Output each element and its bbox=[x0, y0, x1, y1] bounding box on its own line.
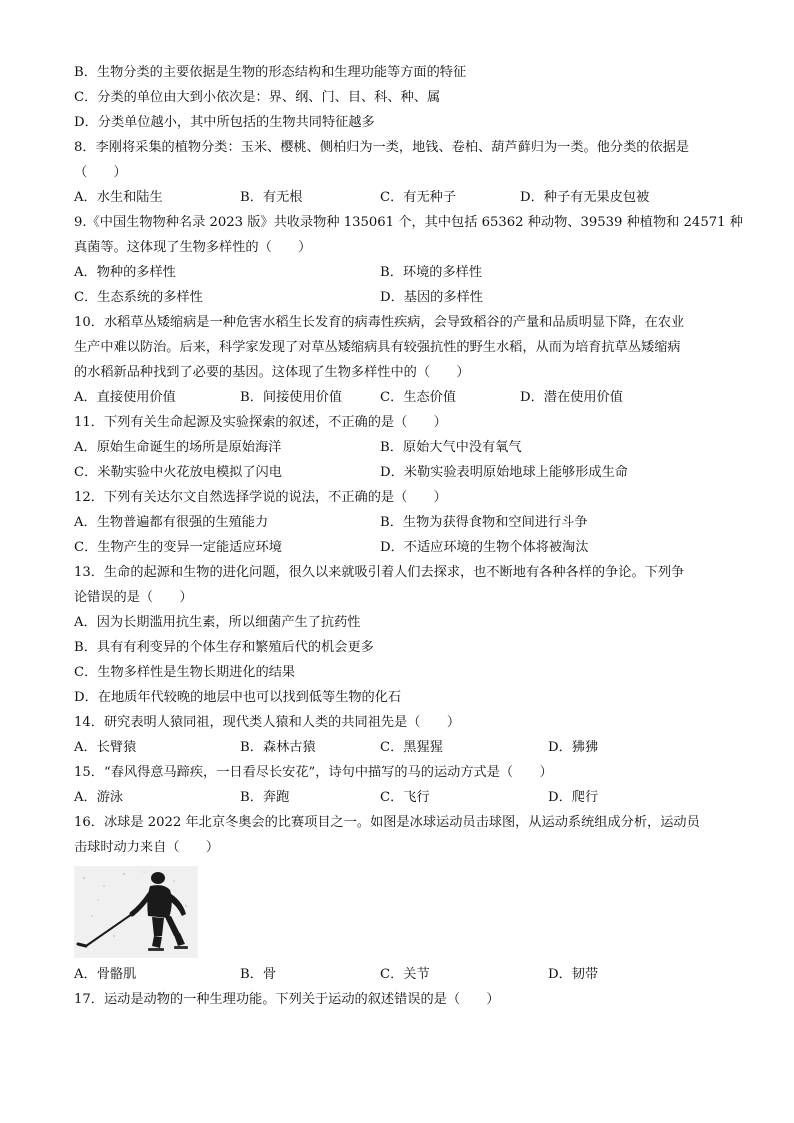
q13-option-a: A．因为长期滥用抗生素，所以细菌产生了抗药性 bbox=[74, 615, 361, 630]
q16-stem-line1: 16．冰球是 2022 年北京冬奥会的比赛项目之一。如图是冰球运动员击球图，从运动系统组成分析，运动员 bbox=[74, 815, 700, 830]
q13-stem-line1: 13．生命的起源和生物的进化问题，很久以来就吸引着人们去探求，也不断地有各种各样的争论。下列争 bbox=[74, 565, 685, 580]
q11-option-c: C．米勒实验中火花放电模拟了闪电 bbox=[74, 465, 282, 480]
q10-option-a: A．直接使用价值 bbox=[74, 390, 176, 405]
q10-option-d: D．潜在使用价值 bbox=[520, 390, 623, 405]
q12-option-a: A．生物普遍都有很强的生殖能力 bbox=[74, 515, 269, 530]
q9-stem-line1: 9.《中国生物物种名录 2023 版》共收录物种 135061 个，其中包括 65362 种动物、39539 种植物和 24571 种 bbox=[74, 215, 743, 230]
q14-stem-line1: 14．研究表明人猿同祖，现代类人猿和人类的共同祖先是（ ） bbox=[74, 715, 461, 730]
q13-option-d: D．在地质年代较晚的地层中也可以找到低等生物的化石 bbox=[74, 690, 402, 705]
q10-option-c: C．生态价值 bbox=[380, 390, 457, 405]
q12-option-c: C．生物产生的变异一定能适应环境 bbox=[74, 540, 282, 555]
q10-stem-line3: 的水稻新品种找到了必要的基因。这体现了生物多样性中的（ ） bbox=[74, 365, 470, 380]
q7-option-c: C．分类的单位由大到小依次是：界、纲、门、目、科、种、属 bbox=[74, 90, 441, 105]
q14-option-c: C．黑猩猩 bbox=[380, 740, 443, 755]
ice-hockey-player-icon bbox=[74, 866, 198, 958]
q12-option-d: D．不适应环境的生物个体将被淘汰 bbox=[380, 540, 589, 555]
q9-option-b: B．环境的多样性 bbox=[380, 265, 483, 280]
q17-stem-line1: 17．运动是动物的一种生理功能。下列关于运动的叙述错误的是（ ） bbox=[74, 992, 500, 1007]
q11-option-b: B．原始大气中没有氧气 bbox=[380, 440, 522, 455]
q8-option-d: D．种子有无果皮包被 bbox=[520, 190, 650, 205]
q16-option-a: A．骨骼肌 bbox=[74, 967, 137, 982]
q7-option-b: B．生物分类的主要依据是生物的形态结构和生理功能等方面的特征 bbox=[74, 65, 467, 80]
q12-option-b: B．生物为获得食物和空间进行斗争 bbox=[380, 515, 588, 530]
q13-option-c: C．生物多样性是生物长期进化的结果 bbox=[74, 665, 296, 680]
q16-stem-line2: 击球时动力来自（ ） bbox=[74, 840, 220, 855]
q10-option-b: B．间接使用价值 bbox=[240, 390, 343, 405]
q16-option-b: B．骨 bbox=[240, 967, 277, 982]
q13-option-b: B．具有有利变异的个体生存和繁殖后代的机会更多 bbox=[74, 640, 374, 655]
q9-option-c: C．生态系统的多样性 bbox=[74, 290, 203, 305]
q11-option-a: A．原始生命诞生的场所是原始海洋 bbox=[74, 440, 282, 455]
q8-stem-line1: 8．李刚将采集的植物分类：玉米、樱桃、侧柏归为一类，地钱、卷柏、葫芦藓归为一类。他分类的依据是 bbox=[74, 140, 690, 155]
q16-option-d: D．韧带 bbox=[548, 967, 599, 982]
q9-stem-line2: 真菌等。这体现了生物多样性的（ ） bbox=[74, 240, 312, 255]
q15-option-b: B．奔跑 bbox=[240, 790, 290, 805]
q14-option-b: B．森林古猿 bbox=[240, 740, 316, 755]
q8-option-a: A．水生和陆生 bbox=[74, 190, 163, 205]
q10-stem-line1: 10．水稻草丛矮缩病是一种危害水稻生长发育的病毒性疾病，会导致稻谷的产量和品质明显下降，在农业 bbox=[74, 315, 685, 330]
q8-option-b: B．有无根 bbox=[240, 190, 303, 205]
q11-stem-line1: 11．下列有关生命起源及实验探索的叙述，不正确的是（ ） bbox=[74, 415, 447, 430]
q15-option-c: C．飞行 bbox=[380, 790, 430, 805]
q11-option-d: D．米勒实验表明原始地球上能够形成生命 bbox=[380, 465, 628, 480]
q13-stem-line2: 论错误的是（ ） bbox=[74, 590, 193, 605]
q15-option-a: A．游泳 bbox=[74, 790, 124, 805]
q16-option-c: C．关节 bbox=[380, 967, 430, 982]
q15-option-d: D．爬行 bbox=[548, 790, 599, 805]
q8-option-c: C．有无种子 bbox=[380, 190, 457, 205]
q12-stem-line1: 12．下列有关达尔文自然选择学说的说法，不正确的是（ ） bbox=[74, 490, 447, 505]
q8-stem-line2: （ ） bbox=[74, 165, 127, 180]
q14-option-a: A．长臂猿 bbox=[74, 740, 137, 755]
q9-option-a: A．物种的多样性 bbox=[74, 265, 176, 280]
ice-hockey-player-figure bbox=[74, 866, 198, 958]
q10-stem-line2: 生产中难以防治。后来，科学家发现了对草丛矮缩病具有较强抗性的野生水稻，从而为培育抗草丛矮缩病 bbox=[74, 340, 681, 355]
q7-option-d: D．分类单位越小，其中所包括的生物共同特征越多 bbox=[74, 115, 375, 130]
q9-option-d: D．基因的多样性 bbox=[380, 290, 483, 305]
q15-stem-line1: 15．“春风得意马蹄疾，一日看尽长安花”，诗句中描写的马的运动方式是（ ） bbox=[74, 765, 553, 780]
q14-option-d: D．狒狒 bbox=[548, 740, 599, 755]
